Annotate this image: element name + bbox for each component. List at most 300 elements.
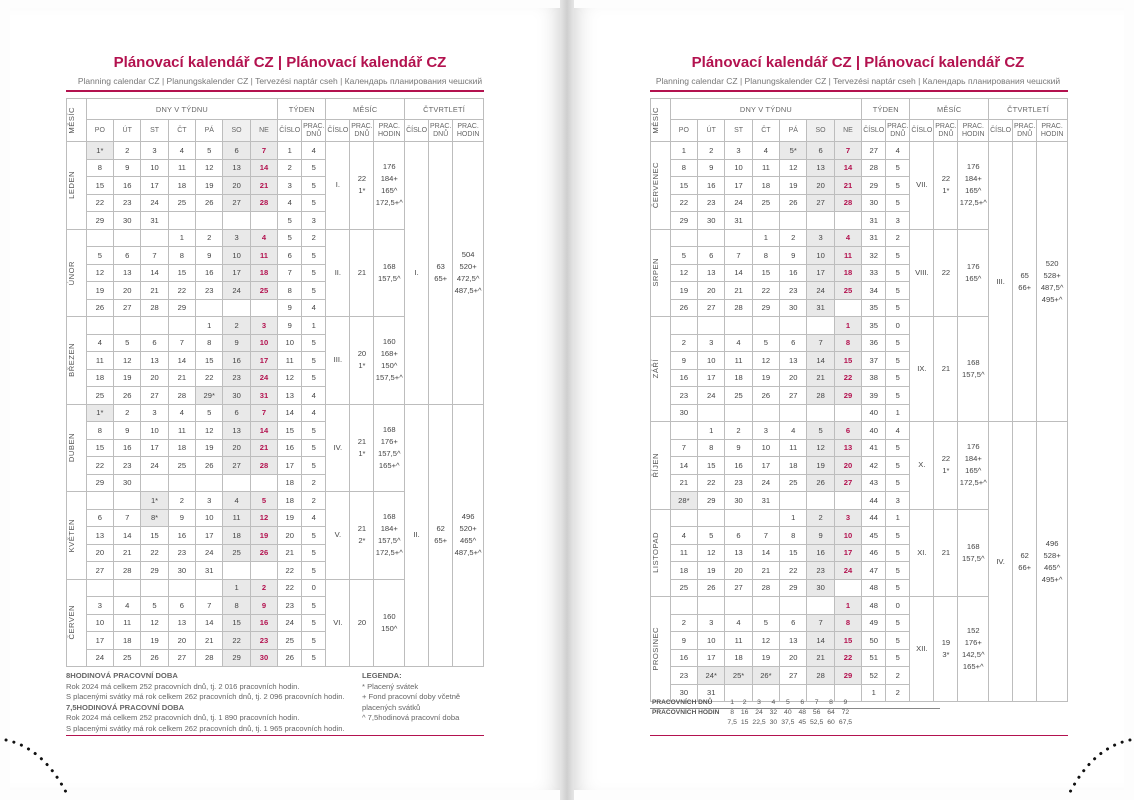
header-col-prac-dnu: PRAC. DNŮ: [1013, 120, 1037, 142]
header-month: [67, 99, 87, 142]
day-cell: 13: [780, 352, 807, 370]
day-cell: 2: [114, 404, 141, 422]
day-cell: 18: [168, 439, 195, 457]
day-cell: 9: [780, 247, 807, 265]
week-number: 4: [278, 194, 302, 212]
header-row-groups: [651, 99, 1068, 120]
day-cell: 14: [807, 632, 834, 650]
day-cell: 9: [250, 597, 277, 615]
day-cell: 5: [752, 614, 779, 632]
day-cell: 26: [670, 299, 697, 317]
day-cell: 9: [670, 352, 697, 370]
day-cell: 3: [834, 509, 861, 527]
day-cell: [725, 597, 752, 615]
day-cell: 29*: [196, 387, 223, 405]
hours-row-days-label: PRACOVNÍCH DNŮ: [652, 698, 713, 706]
day-cell: 20: [141, 369, 168, 387]
day-cell: [114, 317, 141, 335]
day-cell: 8: [698, 439, 725, 457]
week-number: 41: [862, 439, 886, 457]
decorative-dots-right: [1062, 738, 1132, 798]
day-cell: 25: [223, 544, 250, 562]
day-cell: 9: [114, 422, 141, 440]
day-cell: 17: [698, 369, 725, 387]
day-cell: 15: [834, 352, 861, 370]
day-cell: 6: [780, 614, 807, 632]
month-cislo: II.: [326, 229, 350, 317]
day-cell: 7: [168, 334, 195, 352]
week-work-days: 2: [302, 229, 326, 247]
day-cell: [196, 474, 223, 492]
day-cell: [807, 492, 834, 510]
day-cell: 7: [670, 439, 697, 457]
week-number: 1: [278, 142, 302, 160]
day-cell: 15: [196, 352, 223, 370]
quarter-cislo: IV.: [989, 422, 1013, 702]
week-number: 18: [278, 474, 302, 492]
day-cell: 21: [141, 282, 168, 300]
month-cislo: X.: [910, 422, 934, 510]
week-work-days: 2: [886, 684, 910, 702]
header-days-of-week: DNY V TÝDNU: [86, 99, 278, 120]
day-cell: 27: [223, 194, 250, 212]
hours-cell: 1: [730, 698, 735, 706]
week-number: 40: [862, 404, 886, 422]
day-cell: [780, 404, 807, 422]
week-number: 48: [862, 597, 886, 615]
hours-cell: 67,5: [838, 718, 853, 726]
day-cell: 23: [250, 632, 277, 650]
week-work-days: 2: [302, 474, 326, 492]
day-cell: [780, 212, 807, 230]
header-week: TÝDEN: [862, 99, 910, 120]
hours-row-days: [650, 697, 854, 707]
week-work-days: 2: [886, 667, 910, 685]
day-cell: 10: [834, 527, 861, 545]
day-cell: 8: [780, 527, 807, 545]
day-cell: 26: [196, 194, 223, 212]
week-work-days: 1: [886, 509, 910, 527]
day-cell: 23: [196, 282, 223, 300]
header-day-5: SO: [223, 120, 250, 142]
day-cell: 6: [141, 334, 168, 352]
day-cell: 8: [86, 422, 113, 440]
day-cell: 22: [752, 282, 779, 300]
day-cell: 29: [86, 474, 113, 492]
day-cell: 13: [168, 614, 195, 632]
day-cell: 13: [223, 422, 250, 440]
day-cell: [698, 509, 725, 527]
day-cell: 22: [780, 562, 807, 580]
day-cell: [168, 212, 195, 230]
week-work-days: 5: [302, 369, 326, 387]
page-title-left: Plánovací kalendář CZ | Plánovací kalendář CZ: [113, 54, 447, 71]
week-work-days: 0: [886, 597, 910, 615]
day-cell: 18: [725, 649, 752, 667]
day-cell: 8: [223, 597, 250, 615]
week-number: 31: [862, 212, 886, 230]
day-cell: 7: [196, 597, 223, 615]
day-cell: 31: [141, 212, 168, 230]
day-cell: 10: [250, 334, 277, 352]
month-name: BŘEZEN: [67, 343, 76, 378]
day-cell: 9: [670, 632, 697, 650]
day-cell: 1*: [86, 142, 113, 160]
footer-notes: [66, 671, 366, 734]
day-cell: [114, 229, 141, 247]
day-cell: 16: [168, 527, 195, 545]
day-cell: 2: [223, 317, 250, 335]
hours-cell: 16: [740, 708, 749, 716]
day-cell: 25: [86, 387, 113, 405]
day-cell: 10: [725, 159, 752, 177]
week-work-days: 3: [302, 212, 326, 230]
day-cell: 26: [250, 544, 277, 562]
day-cell: 11: [168, 422, 195, 440]
decorative-dots-left: [4, 738, 74, 798]
day-cell: [807, 404, 834, 422]
week-number: 48: [862, 579, 886, 597]
day-cell: 14: [114, 527, 141, 545]
day-cell: 14: [196, 614, 223, 632]
week-work-days: 3: [886, 492, 910, 510]
day-cell: 16: [698, 177, 725, 195]
month-hodin: 168 157,5^: [958, 509, 989, 597]
week-work-days: 5: [886, 474, 910, 492]
day-cell: 28: [725, 299, 752, 317]
day-cell: [780, 317, 807, 335]
week-work-days: 4: [302, 404, 326, 422]
day-cell: 10: [223, 247, 250, 265]
day-cell: 25: [725, 387, 752, 405]
day-cell: 16: [223, 352, 250, 370]
day-cell: 14: [807, 352, 834, 370]
day-cell: [141, 579, 168, 597]
week-work-days: 5: [302, 562, 326, 580]
day-cell: 6: [834, 422, 861, 440]
month-name: ZÁŘÍ: [651, 359, 660, 379]
hours-cell: 32: [769, 708, 778, 716]
month-name-cell: [651, 317, 671, 422]
footer-8h-line2: S placenými svátky má rok celkem 262 pracovních dnů, tj. 2 096 pracovních hodin.: [66, 692, 345, 701]
header-day-3: ČT: [752, 120, 779, 142]
day-cell: 25: [250, 282, 277, 300]
month-hodin: 168 157,5^: [374, 229, 405, 317]
week-work-days: 5: [886, 352, 910, 370]
day-cell: 27: [168, 649, 195, 667]
day-cell: 21: [807, 649, 834, 667]
day-cell: [834, 404, 861, 422]
hours-cell: 48: [798, 708, 807, 716]
day-cell: 30: [223, 387, 250, 405]
hours-cell: 15: [740, 718, 749, 726]
day-cell: 3: [807, 229, 834, 247]
week-work-days: 5: [886, 177, 910, 195]
day-cell: 28: [196, 649, 223, 667]
day-cell: 27: [780, 667, 807, 685]
hours-cell: 60: [827, 718, 835, 726]
day-cell: 24: [86, 649, 113, 667]
month-cislo: XI.: [910, 509, 934, 597]
calendar-table-left: [66, 98, 484, 667]
week-work-days: 5: [302, 597, 326, 615]
day-cell: 2: [196, 229, 223, 247]
week-number: 5: [278, 212, 302, 230]
day-cell: 13: [698, 264, 725, 282]
day-cell: [670, 597, 697, 615]
day-cell: [834, 579, 861, 597]
day-cell: 28: [752, 579, 779, 597]
month-cislo: VII.: [910, 142, 934, 230]
quarter-hodin: 496 528+ 465^ 495+^: [1037, 422, 1068, 702]
day-cell: 25: [168, 194, 195, 212]
day-cell: 22: [834, 649, 861, 667]
day-cell: 27: [86, 562, 113, 580]
week-work-days: 5: [302, 264, 326, 282]
week-work-days: 4: [302, 387, 326, 405]
day-cell: 1: [834, 317, 861, 335]
day-cell: 8: [834, 614, 861, 632]
week-work-days: 5: [302, 527, 326, 545]
day-cell: 27: [223, 457, 250, 475]
hours-cell: 30: [769, 718, 778, 726]
day-cell: 15: [86, 439, 113, 457]
day-cell: [752, 212, 779, 230]
day-cell: 18: [752, 177, 779, 195]
day-cell: 12: [807, 439, 834, 457]
hours-cell: 64: [827, 708, 835, 716]
day-cell: [834, 492, 861, 510]
day-cell: 9: [168, 509, 195, 527]
month-dnu: 22 1*: [934, 142, 958, 230]
month-hodin: 160 168+ 150^ 157,5+^: [374, 317, 405, 405]
day-cell: 5*: [780, 142, 807, 160]
day-cell: 21: [725, 282, 752, 300]
hours-cell: 3: [757, 698, 761, 706]
day-cell: 21: [168, 369, 195, 387]
day-cell: 6: [807, 142, 834, 160]
title-rule-right: [650, 90, 1068, 92]
week-number: 18: [278, 492, 302, 510]
day-cell: [670, 317, 697, 335]
header-day-4: PÁ: [780, 120, 807, 142]
day-cell: 16: [725, 457, 752, 475]
day-cell: [725, 229, 752, 247]
day-cell: 19: [114, 369, 141, 387]
week-number: 7: [278, 264, 302, 282]
day-cell: 18: [780, 457, 807, 475]
day-cell: 4: [168, 404, 195, 422]
day-cell: 20: [86, 544, 113, 562]
day-cell: 15: [141, 527, 168, 545]
day-cell: 28: [141, 299, 168, 317]
week-work-days: 5: [302, 352, 326, 370]
day-cell: 28: [807, 387, 834, 405]
day-cell: 26*: [752, 667, 779, 685]
day-cell: 24: [752, 474, 779, 492]
month-dnu: 22: [934, 229, 958, 317]
day-cell: 23: [670, 667, 697, 685]
week-work-days: 1: [302, 317, 326, 335]
month-hodin: 160 150^: [374, 579, 405, 667]
week-number: 13: [278, 387, 302, 405]
calendar-table-right: [650, 98, 1068, 702]
book-gutter: [560, 0, 574, 800]
week-work-days: 5: [886, 544, 910, 562]
quarter-dnu: 62 65+: [429, 404, 453, 667]
day-cell: [752, 509, 779, 527]
day-cell: [807, 212, 834, 230]
day-cell: 24: [725, 194, 752, 212]
month-dnu: 21: [350, 229, 374, 317]
week-work-days: 2: [886, 229, 910, 247]
day-cell: 31: [725, 212, 752, 230]
day-cell: 16: [670, 649, 697, 667]
week-work-days: 4: [302, 142, 326, 160]
day-cell: 19: [752, 369, 779, 387]
week-number: 12: [278, 369, 302, 387]
week-work-days: 5: [302, 282, 326, 300]
header-col-prac-dnu: PRAC. DNŮ: [886, 120, 910, 142]
day-cell: 12: [196, 422, 223, 440]
week-number: 2: [278, 159, 302, 177]
day-cell: 15: [168, 264, 195, 282]
day-cell: [250, 474, 277, 492]
hours-cell: 9: [843, 698, 848, 706]
day-cell: 29: [834, 667, 861, 685]
footer-rule-left: [66, 735, 484, 736]
footer-75h-line2: S placenými svátky má rok celkem 262 pracovních dnů, tj. 1 965 pracovních hodin.: [66, 723, 345, 733]
day-cell: 17: [807, 264, 834, 282]
footer-75h-title: 7,5HODINOVÁ PRACOVNÍ DOBA: [66, 702, 185, 712]
day-cell: 14: [141, 264, 168, 282]
day-cell: 1*: [141, 492, 168, 510]
day-cell: 16: [250, 614, 277, 632]
week-work-days: 4: [886, 142, 910, 160]
hours-cell: 2: [742, 698, 747, 706]
header-col-cislo: ČÍSLO: [326, 120, 350, 142]
day-cell: 4: [725, 334, 752, 352]
week-work-days: 5: [886, 439, 910, 457]
week-number: 52: [862, 667, 886, 685]
week-number: 27: [862, 142, 886, 160]
header-day-4: PÁ: [196, 120, 223, 142]
day-cell: 14: [250, 422, 277, 440]
hours-cell: 4: [771, 698, 776, 706]
day-cell: 15: [752, 264, 779, 282]
day-cell: 17: [141, 177, 168, 195]
quarter-dnu: 63 65+: [429, 142, 453, 405]
day-cell: 17: [752, 457, 779, 475]
week-number: 22: [278, 562, 302, 580]
day-cell: 13: [780, 632, 807, 650]
day-cell: [780, 492, 807, 510]
day-cell: 13: [834, 439, 861, 457]
day-cell: 3: [698, 334, 725, 352]
day-cell: 11: [670, 544, 697, 562]
week-number: 50: [862, 632, 886, 650]
header-row-groups: [67, 99, 484, 120]
hours-cell: 72: [841, 708, 850, 716]
day-cell: 4: [752, 142, 779, 160]
day-cell: 31: [807, 299, 834, 317]
day-cell: 16: [114, 177, 141, 195]
day-cell: 7: [141, 247, 168, 265]
week-number: 17: [278, 457, 302, 475]
day-cell: 10: [698, 632, 725, 650]
hours-cell: 24: [755, 708, 763, 716]
week-number: 47: [862, 562, 886, 580]
day-cell: 3: [141, 142, 168, 160]
day-cell: 2: [670, 334, 697, 352]
day-cell: 12: [141, 614, 168, 632]
day-cell: 1: [698, 422, 725, 440]
month-name-cell: [651, 597, 671, 702]
month-name-cell: [67, 492, 87, 580]
day-cell: 11: [250, 247, 277, 265]
week-number: 43: [862, 474, 886, 492]
day-cell: 22: [196, 369, 223, 387]
day-cell: 7: [807, 614, 834, 632]
week-number: 1: [862, 684, 886, 702]
day-cell: 1: [834, 597, 861, 615]
day-cell: 22: [834, 369, 861, 387]
day-cell: 18: [168, 177, 195, 195]
hours-row-empty-label: [650, 717, 725, 727]
legend-item-fund: + Fond pracovní doby včetně placených svátků: [362, 692, 461, 712]
day-cell: 3: [196, 492, 223, 510]
day-cell: [752, 404, 779, 422]
month-name-cell: [67, 404, 87, 492]
day-cell: 24: [223, 282, 250, 300]
day-cell: [168, 579, 195, 597]
day-cell: 12: [670, 264, 697, 282]
week-number: 36: [862, 334, 886, 352]
day-cell: 27: [698, 299, 725, 317]
quarter-cislo: II.: [405, 404, 429, 667]
day-cell: 12: [86, 264, 113, 282]
day-cell: 5: [196, 142, 223, 160]
hours-cell: 8: [730, 708, 735, 716]
day-cell: 24: [196, 544, 223, 562]
day-cell: 4: [725, 614, 752, 632]
legend: [362, 671, 482, 724]
header-day-5: SO: [807, 120, 834, 142]
week-number: 25: [278, 632, 302, 650]
legend-item-75h: ^ 7,5hodinová pracovní doba: [362, 713, 460, 722]
header-col-cislo: ČÍSLO: [989, 120, 1013, 142]
footer-8h-title: 8HODINOVÁ PRACOVNÍ DOBA: [66, 671, 178, 680]
week-work-days: 5: [302, 422, 326, 440]
day-cell: 15: [698, 457, 725, 475]
hours-row-hours-label: PRACOVNÍCH HODIN: [652, 708, 720, 716]
hours-cell: 40: [784, 708, 792, 716]
header-col-cislo: ČÍSLO: [278, 120, 302, 142]
month-dnu: 21 2*: [350, 492, 374, 580]
day-cell: 1: [196, 317, 223, 335]
day-cell: 11: [168, 159, 195, 177]
header-col-prac-hodin: PRAC. HODIN: [374, 120, 405, 142]
week-number: 9: [278, 299, 302, 317]
day-cell: [698, 597, 725, 615]
day-cell: 12: [250, 509, 277, 527]
day-cell: 29: [168, 299, 195, 317]
day-cell: 15: [86, 177, 113, 195]
month-hodin: 168 157,5^: [958, 317, 989, 422]
week-number: 35: [862, 317, 886, 335]
month-name: DUBEN: [67, 433, 76, 463]
day-cell: [807, 597, 834, 615]
